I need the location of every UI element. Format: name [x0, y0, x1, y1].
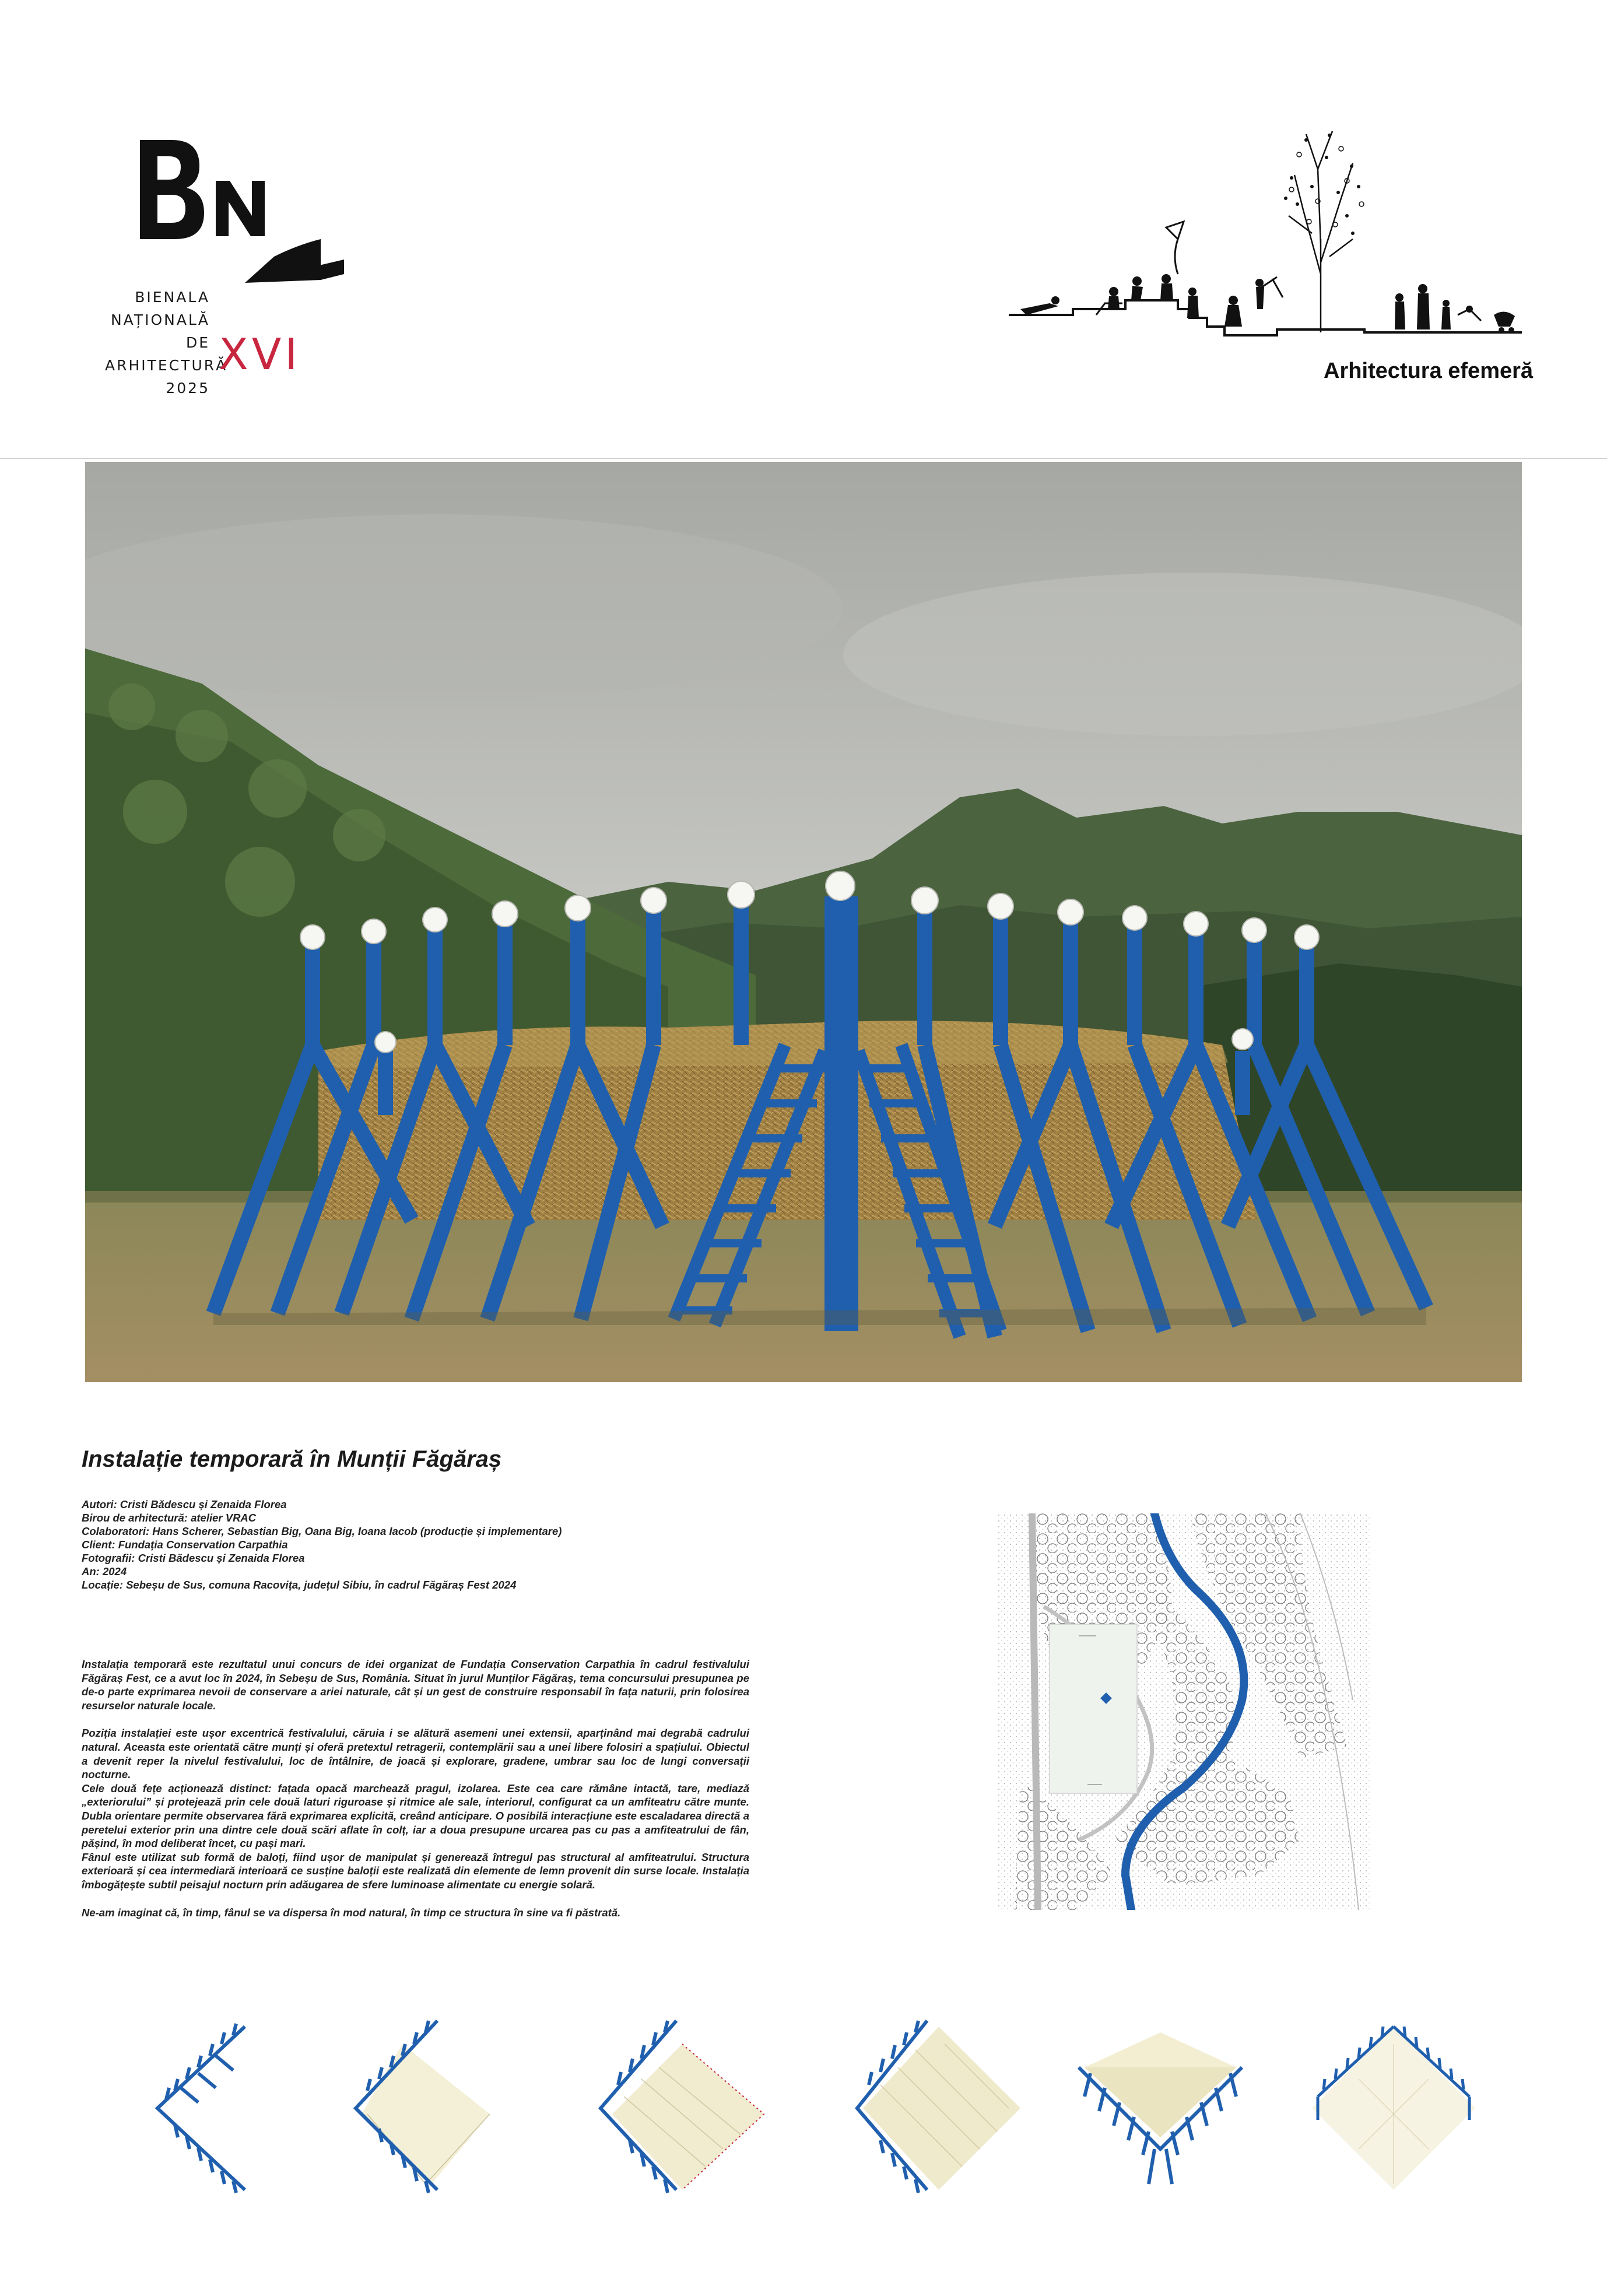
description-paragraph: Poziția instalației este ușor excentrică festivalului, căruia i se alătură asemeni unei extensii, aparținând mai degrabă cadrului natural. Aceasta este orientată către munți și oferă pretextul retragerii, contemplării sau a unei libere folosiri a spațiului. Obiectul a devenit reper la nivelul festivalului, loc de întâlnire, de joacă și explorare, gradene, umbrar sau loc de lungi conversații nocturne. — [82, 1727, 749, 1781]
ephemeral-architecture-frieze-icon — [1003, 122, 1528, 356]
logo-line: ARHITECTURĂ — [105, 357, 228, 374]
diagram-hay-full-icon — [840, 2009, 1026, 2196]
description-paragraph: Instalația temporară este rezultatul unui concurs de idei organizat de Fundația Conservation Carpathia în cadrul festivalului Făgăraș Fest, ce a avut loc în 2024, în Sebeșu de Sus, România. Situat în jurul Munților Făgăraș, tema concursului presupunea pe de-o parte exprimarea nevoii de conservare a ariei naturale, cât și un gest de construire responsabil în fața naturii, prin folosirea resurselor naturale locale. — [82, 1658, 749, 1712]
diagram-structure-only-icon — [146, 2009, 332, 2196]
credit-line: Colaboratori: Hans Scherer, Sebastian Big, Oana Big, Ioana Iacob (producție și implementare) — [82, 1525, 562, 1537]
bna-logo — [105, 134, 350, 408]
credit-line: Autori: Cristi Bădescu și Zenaida Florea — [82, 1498, 287, 1510]
diagram-dispersed-icon — [1300, 2009, 1487, 2196]
credit-line: Locație: Sebeșu de Sus, comuna Racovița, județul Sibiu, în cadrul Făgăraș Fest 2024 — [82, 1579, 517, 1591]
site-plan-icon — [997, 1513, 1370, 1910]
project-title: Instalație temporară în Munții Făgăraș — [82, 1446, 502, 1472]
diagram-hay-start-icon — [344, 2009, 531, 2196]
credits — [82, 1498, 562, 1592]
description-paragraph: Cele două fețe acționează distinct: fațada opacă marchează pragul, izolarea. Este cea care rămâne intactă, tare, mediază „exteriorului” și protejează prin cele două laturi riguroase și ritmice ale sale, interiorul, configurat ca un amfiteatru către munte. Dubla orientare permite observarea fără exprimarea explicită, creând anticipare. O posibilă interacțiune este escaladarea directă a peretelui exterior prin una dintre cele două scări aflate în colț, iar a doua presupune urcarea pas cu pas a amfiteatrului de fân, pășind, în mod deliberat încet, cu pași mari. — [82, 1782, 749, 1850]
diagram-front-view-icon — [1067, 2009, 1254, 2196]
installation-photo-icon — [85, 462, 1522, 1382]
diagram-hay-growing-icon — [589, 2009, 776, 2196]
description-paragraph: Fânul este utilizat sub formă de baloți, fiind ușor de manipulat și generează întregul pas structural al amfiteatrului. Structura exterioară și cea intermediară interioară ce susține baloții este realizată din elemente de lemn provenit din surse locale. Instalația îmbogățește subtil peisajul nocturn prin adăugarea de sfere luminoase alimentate cu energie solară. — [82, 1850, 749, 1891]
section-title: Arhitectura efemeră — [1324, 359, 1534, 383]
project-description — [82, 1657, 749, 1919]
bna-monogram-icon — [105, 134, 350, 286]
edition-number: XVI — [219, 329, 301, 380]
credit-line: An: 2024 — [82, 1565, 127, 1578]
logo-line: 2025 — [166, 380, 210, 397]
credit-line: Client: Fundația Conservation Carpathia — [82, 1538, 288, 1551]
logo-line: NAȚIONALĂ — [110, 311, 210, 328]
credit-line: Fotografii: Cristi Bădescu și Zenaida Florea — [82, 1552, 305, 1564]
header-divider — [0, 458, 1607, 459]
logo-line: DE — [185, 334, 210, 351]
description-paragraph: Ne-am imaginat că, în timp, fânul se va dispersa în mod natural, în timp ce structura în sine va fi păstrată. — [82, 1906, 621, 1919]
credit-line: Birou de arhitectură: atelier VRAC — [82, 1512, 257, 1524]
logo-line: BIENALA — [135, 289, 210, 306]
